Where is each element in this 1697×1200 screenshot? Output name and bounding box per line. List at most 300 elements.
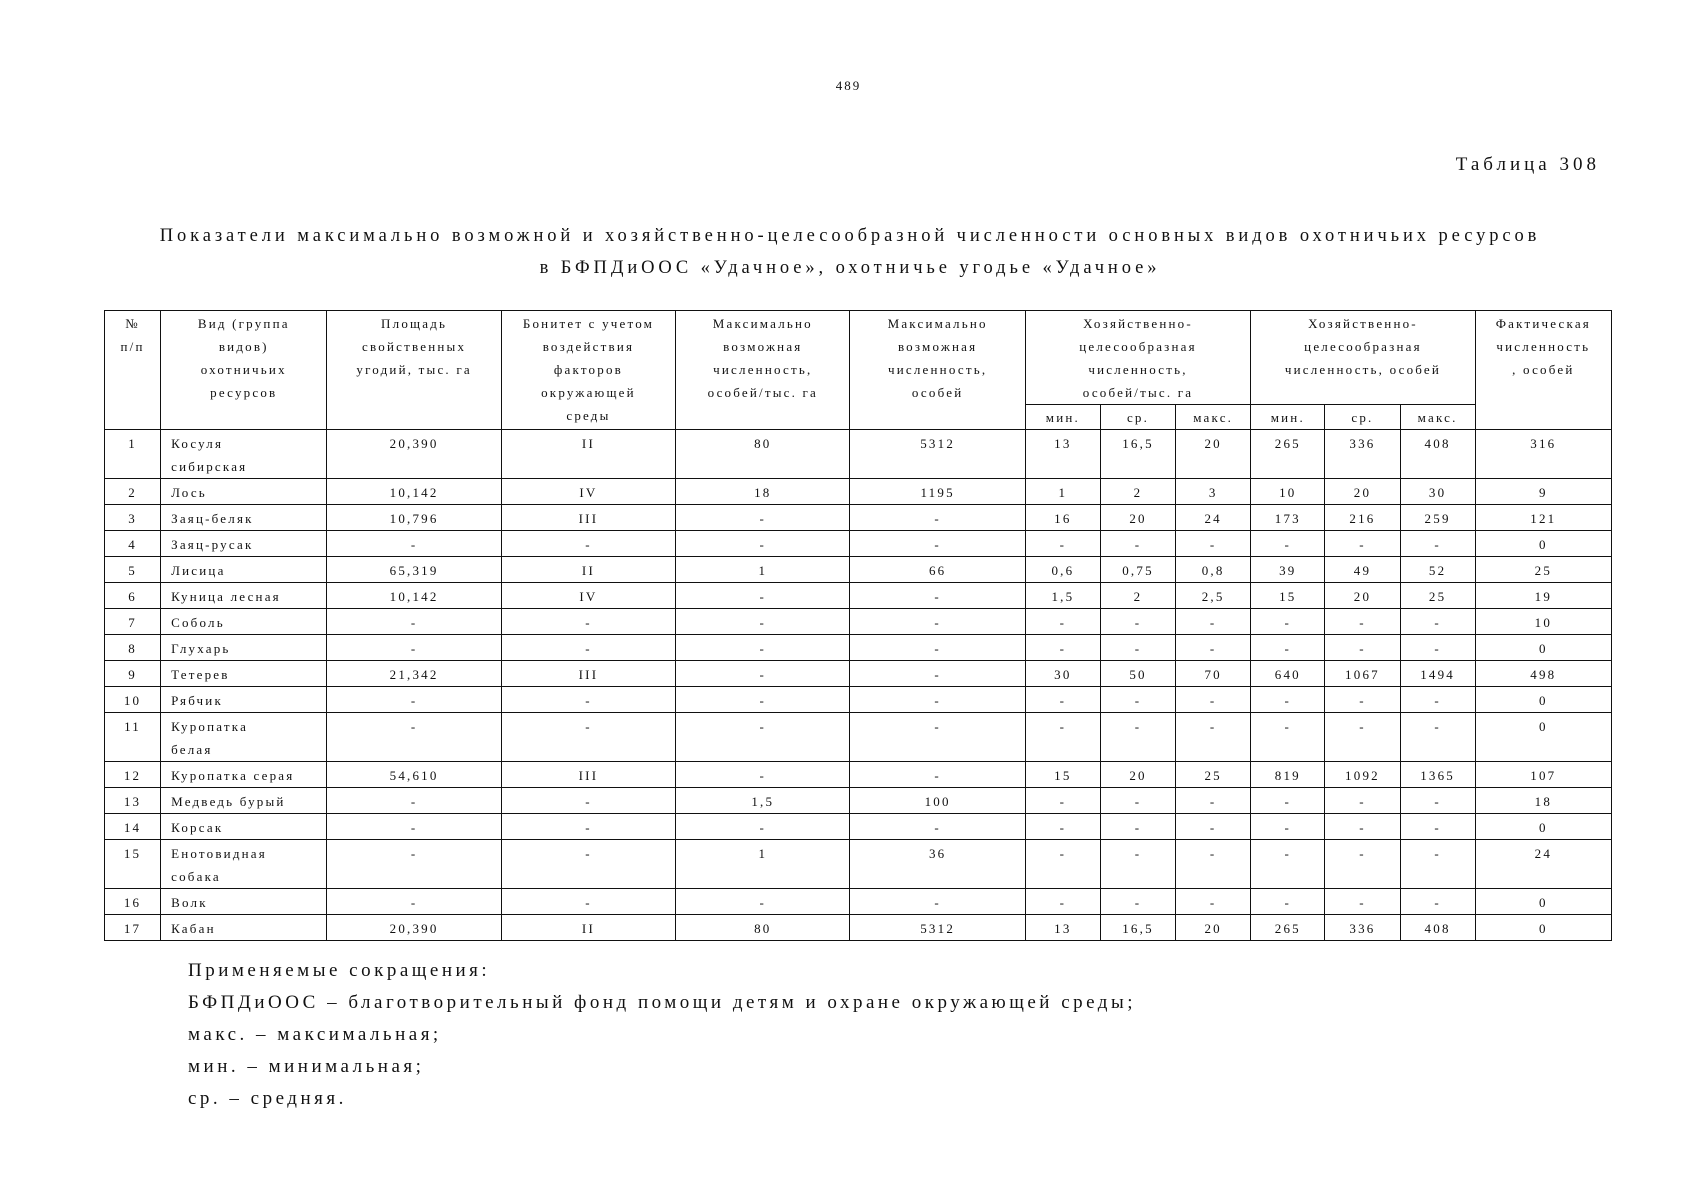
cell-count-max: - [1400, 635, 1475, 661]
header-line: численность, [713, 362, 813, 377]
table-row [105, 814, 1612, 840]
cell-area: 10,796 [327, 505, 501, 531]
cell-actual: 0 [1475, 635, 1611, 661]
cell-count-avg: 49 [1325, 557, 1400, 583]
cell-count-max: 1365 [1400, 762, 1475, 788]
cell-actual: 24 [1475, 840, 1611, 889]
header-line: Вид (группа [197, 316, 290, 331]
cell-count-min: 10 [1251, 479, 1325, 505]
cell-max-count: - [850, 814, 1025, 840]
cell-density-avg: - [1100, 814, 1175, 840]
cell-num: 5 [105, 557, 161, 583]
cell-max-density: - [676, 814, 850, 840]
cell-max-density: 1 [676, 557, 850, 583]
cell-density-min: 1,5 [1025, 583, 1100, 609]
cell-density-min: - [1025, 713, 1100, 762]
cell-actual: 0 [1475, 531, 1611, 557]
species-name-line: Куропатка серая [171, 768, 295, 783]
cell-bonitet: - [501, 635, 675, 661]
cell-bonitet: - [501, 788, 675, 814]
cell-density-avg: 16,5 [1100, 915, 1175, 941]
cell-count-max: 30 [1400, 479, 1475, 505]
species-name-line: Заяц-русак [171, 537, 254, 552]
cell-species [161, 713, 327, 762]
cell-bonitet: II [501, 915, 675, 941]
species-name-line: Косуля [171, 436, 224, 451]
cell-species [161, 762, 327, 788]
cell-density-max: 24 [1176, 505, 1251, 531]
cell-density-avg: - [1100, 713, 1175, 762]
cell-density-min: 1 [1025, 479, 1100, 505]
cell-species [161, 915, 327, 941]
cell-max-count: 100 [850, 788, 1025, 814]
cell-area: - [327, 713, 501, 762]
cell-count-min: - [1251, 531, 1325, 557]
species-name-line: Енотовидная [171, 846, 267, 861]
cell-bonitet: III [501, 762, 675, 788]
cell-density-avg: - [1100, 840, 1175, 889]
cell-bonitet: IV [501, 479, 675, 505]
cell-density-max: - [1176, 687, 1251, 713]
cell-num: 14 [105, 814, 161, 840]
header-line: Максимально [887, 316, 988, 331]
header-area [327, 311, 501, 430]
header-line: возможная [723, 339, 803, 354]
cell-actual: 0 [1475, 889, 1611, 915]
cell-count-max: 259 [1400, 505, 1475, 531]
species-name-line: собака [171, 869, 221, 884]
cell-actual: 121 [1475, 505, 1611, 531]
cell-max-count: - [850, 505, 1025, 531]
table-row [105, 889, 1612, 915]
cell-count-min: - [1251, 889, 1325, 915]
cell-density-min: - [1025, 889, 1100, 915]
cell-count-min: - [1251, 814, 1325, 840]
cell-max-density: - [676, 609, 850, 635]
cell-count-min: 265 [1251, 430, 1325, 479]
cell-count-min: - [1251, 635, 1325, 661]
cell-bonitet: - [501, 687, 675, 713]
cell-density-min: 16 [1025, 505, 1100, 531]
cell-actual: 9 [1475, 479, 1611, 505]
cell-area: 20,390 [327, 915, 501, 941]
header-line: охотничьих [200, 362, 287, 377]
cell-area: 10,142 [327, 583, 501, 609]
cell-num: 11 [105, 713, 161, 762]
cell-num: 1 [105, 430, 161, 479]
cell-count-max: 25 [1400, 583, 1475, 609]
species-name-line: Соболь [171, 615, 225, 630]
cell-count-avg: - [1325, 635, 1400, 661]
cell-density-max: - [1176, 609, 1251, 635]
subheader-count-max: макс. [1400, 405, 1475, 430]
table-row [105, 762, 1612, 788]
cell-count-avg: - [1325, 814, 1400, 840]
cell-num: 7 [105, 609, 161, 635]
species-name-line: Лисица [171, 563, 226, 578]
cell-num: 8 [105, 635, 161, 661]
cell-max-density: - [676, 635, 850, 661]
cell-species [161, 814, 327, 840]
cell-species [161, 479, 327, 505]
cell-density-avg: - [1100, 635, 1175, 661]
subheader-count-avg: ср. [1325, 405, 1400, 430]
cell-max-density: - [676, 661, 850, 687]
cell-max-density: - [676, 505, 850, 531]
species-name-line: Заяц-беляк [171, 511, 254, 526]
header-line: факторов [553, 362, 623, 377]
cell-density-avg: - [1100, 531, 1175, 557]
cell-species [161, 430, 327, 479]
cell-area: 65,319 [327, 557, 501, 583]
cell-count-avg: 1092 [1325, 762, 1400, 788]
cell-count-avg: - [1325, 889, 1400, 915]
cell-num: 15 [105, 840, 161, 889]
cell-area: - [327, 788, 501, 814]
subheader-density-min: мин. [1025, 405, 1100, 430]
header-line: № [125, 316, 140, 331]
cell-max-count: 36 [850, 840, 1025, 889]
cell-num: 12 [105, 762, 161, 788]
cell-count-max: 52 [1400, 557, 1475, 583]
cell-density-max: - [1176, 531, 1251, 557]
notes-heading: Применяемые сокращения: [188, 960, 491, 981]
cell-count-min: - [1251, 713, 1325, 762]
cell-num: 2 [105, 479, 161, 505]
cell-count-max: 408 [1400, 915, 1475, 941]
species-name-line: Лось [171, 485, 207, 500]
cell-species [161, 557, 327, 583]
cell-count-avg: - [1325, 713, 1400, 762]
cell-max-count: - [850, 762, 1025, 788]
cell-density-max: - [1176, 814, 1251, 840]
species-name-line: Кабан [171, 921, 216, 936]
header-line: Хозяйственно- [1083, 316, 1193, 331]
cell-actual: 0 [1475, 687, 1611, 713]
cell-density-avg: 16,5 [1100, 430, 1175, 479]
cell-count-max: - [1400, 788, 1475, 814]
cell-count-min: 15 [1251, 583, 1325, 609]
title-line-2: в БФПДиООС «Удачное», охотничье угодье «Удачное» [539, 258, 1161, 278]
header-line: воздействия [542, 339, 635, 354]
cell-max-count: - [850, 609, 1025, 635]
header-line: окружающей [541, 385, 636, 400]
cell-density-max: 0,8 [1176, 557, 1251, 583]
table-row [105, 713, 1612, 762]
species-name-line: белая [171, 742, 213, 757]
cell-bonitet: III [501, 505, 675, 531]
header-max-count [850, 311, 1025, 430]
header-actual [1475, 311, 1611, 430]
cell-actual: 18 [1475, 788, 1611, 814]
table-row [105, 661, 1612, 687]
cell-count-min: 640 [1251, 661, 1325, 687]
cell-bonitet: II [501, 430, 675, 479]
cell-count-min: 265 [1251, 915, 1325, 941]
header-line: возможная [897, 339, 978, 354]
cell-count-avg: 1067 [1325, 661, 1400, 687]
cell-num: 17 [105, 915, 161, 941]
cell-count-min: - [1251, 609, 1325, 635]
cell-density-max: 20 [1176, 430, 1251, 479]
note-bfpdioos: БФПДиООС – благотворительный фонд помощи детям и охране окружающей среды; [188, 992, 1137, 1013]
species-name-line: сибирская [171, 459, 248, 474]
cell-bonitet: - [501, 840, 675, 889]
header-line: , особей [1512, 362, 1575, 377]
cell-area: - [327, 687, 501, 713]
cell-area: - [327, 889, 501, 915]
cell-area: 10,142 [327, 479, 501, 505]
cell-density-min: 30 [1025, 661, 1100, 687]
header-line: численность, [887, 362, 988, 377]
cell-density-min: - [1025, 840, 1100, 889]
cell-count-avg: - [1325, 687, 1400, 713]
cell-max-density: - [676, 889, 850, 915]
note-avg: ср. – средняя. [188, 1088, 347, 1109]
table-row [105, 788, 1612, 814]
header-line: Бонитет с учетом [522, 316, 655, 331]
cell-density-avg: - [1100, 687, 1175, 713]
header-line: видов) [218, 339, 269, 354]
cell-num: 13 [105, 788, 161, 814]
cell-count-min: 39 [1251, 557, 1325, 583]
cell-density-max: - [1176, 788, 1251, 814]
cell-actual: 107 [1475, 762, 1611, 788]
species-name-line: Волк [171, 895, 208, 910]
cell-count-avg: - [1325, 531, 1400, 557]
cell-area: 20,390 [327, 430, 501, 479]
cell-count-avg: 216 [1325, 505, 1400, 531]
cell-count-max: - [1400, 814, 1475, 840]
cell-max-density: - [676, 583, 850, 609]
cell-density-max: 3 [1176, 479, 1251, 505]
header-line: Максимально [712, 316, 813, 331]
cell-density-avg: 20 [1100, 762, 1175, 788]
species-name-line: Глухарь [171, 641, 231, 656]
cell-count-min: - [1251, 687, 1325, 713]
cell-bonitet: - [501, 531, 675, 557]
cell-count-avg: - [1325, 788, 1400, 814]
cell-actual: 0 [1475, 915, 1611, 941]
cell-actual: 19 [1475, 583, 1611, 609]
cell-count-avg: 20 [1325, 583, 1400, 609]
cell-max-count: 1195 [850, 479, 1025, 505]
cell-count-max: - [1400, 609, 1475, 635]
header-line: численность [1496, 339, 1591, 354]
cell-density-avg: 50 [1100, 661, 1175, 687]
cell-density-min: 15 [1025, 762, 1100, 788]
cell-count-avg: 336 [1325, 430, 1400, 479]
cell-max-count: - [850, 661, 1025, 687]
cell-density-avg: 20 [1100, 505, 1175, 531]
cell-max-count: 66 [850, 557, 1025, 583]
cell-bonitet: - [501, 889, 675, 915]
cell-count-avg: - [1325, 840, 1400, 889]
cell-actual: 498 [1475, 661, 1611, 687]
cell-species [161, 583, 327, 609]
cell-area: - [327, 814, 501, 840]
species-name-line: Рябчик [171, 693, 223, 708]
cell-bonitet: - [501, 713, 675, 762]
species-name-line: Тетерев [171, 667, 230, 682]
cell-density-min: 13 [1025, 915, 1100, 941]
header-line: особей/тыс. га [707, 385, 819, 400]
cell-area: 54,610 [327, 762, 501, 788]
cell-actual: 0 [1475, 814, 1611, 840]
cell-bonitet: - [501, 814, 675, 840]
cell-density-avg: - [1100, 609, 1175, 635]
cell-max-density: - [676, 762, 850, 788]
cell-max-count: - [850, 531, 1025, 557]
cell-density-min: - [1025, 531, 1100, 557]
header-species [161, 311, 327, 430]
cell-count-max: - [1400, 713, 1475, 762]
table-row [105, 635, 1612, 661]
header-line: особей [911, 385, 964, 400]
cell-species [161, 661, 327, 687]
header-line: п/п [120, 339, 145, 354]
header-line: ресурсов [210, 385, 278, 400]
cell-actual: 25 [1475, 557, 1611, 583]
cell-max-count: - [850, 687, 1025, 713]
cell-max-density: 80 [676, 430, 850, 479]
cell-area: - [327, 531, 501, 557]
cell-species [161, 687, 327, 713]
cell-max-density: - [676, 531, 850, 557]
header-line: численность, особей [1284, 362, 1442, 377]
cell-area: - [327, 840, 501, 889]
cell-max-density: 18 [676, 479, 850, 505]
cell-num: 3 [105, 505, 161, 531]
header-num [105, 311, 161, 430]
cell-density-max: 25 [1176, 762, 1251, 788]
species-name-line: Корсак [171, 820, 224, 835]
cell-num: 4 [105, 531, 161, 557]
header-line: целесообразная [1079, 339, 1197, 354]
document-title [100, 220, 1600, 284]
cell-max-count: - [850, 889, 1025, 915]
cell-species [161, 531, 327, 557]
cell-species [161, 840, 327, 889]
note-max: макс. – максимальная; [188, 1024, 442, 1045]
cell-bonitet: III [501, 661, 675, 687]
table-row [105, 609, 1612, 635]
cell-density-max: - [1176, 713, 1251, 762]
cell-area: - [327, 609, 501, 635]
table-label: Таблица 308 [1455, 154, 1600, 175]
cell-density-min: - [1025, 609, 1100, 635]
cell-actual: 316 [1475, 430, 1611, 479]
cell-species [161, 889, 327, 915]
cell-species [161, 788, 327, 814]
cell-count-max: - [1400, 687, 1475, 713]
cell-density-avg: - [1100, 889, 1175, 915]
subheader-count-min: мин. [1251, 405, 1325, 430]
cell-density-avg: - [1100, 788, 1175, 814]
cell-species [161, 609, 327, 635]
cell-max-density: 80 [676, 915, 850, 941]
cell-bonitet: - [501, 609, 675, 635]
cell-density-max: - [1176, 889, 1251, 915]
header-line: среды [566, 408, 611, 423]
abbreviations-notes [188, 955, 1136, 1115]
cell-count-min: 819 [1251, 762, 1325, 788]
cell-max-count: - [850, 713, 1025, 762]
cell-density-max: 2,5 [1176, 583, 1251, 609]
cell-max-density: 1 [676, 840, 850, 889]
cell-count-max: 1494 [1400, 661, 1475, 687]
cell-density-max: - [1176, 840, 1251, 889]
header-econ-density [1025, 311, 1250, 405]
header-line: особей/тыс. га [1082, 385, 1194, 400]
cell-species [161, 505, 327, 531]
cell-count-min: - [1251, 788, 1325, 814]
cell-count-min: 173 [1251, 505, 1325, 531]
species-name-line: Медведь бурый [171, 794, 286, 809]
cell-density-avg: 2 [1100, 583, 1175, 609]
cell-actual: 0 [1475, 713, 1611, 762]
header-line: Хозяйственно- [1308, 316, 1418, 331]
header-line: Площадь [381, 316, 448, 331]
title-line-1: Показатели максимально возможной и хозяйственно-целесообразной численности основных видов охотничьих ресурсов [159, 226, 1541, 246]
cell-density-min: - [1025, 635, 1100, 661]
table-body [105, 430, 1612, 941]
species-name-line: Куропатка [171, 719, 249, 734]
species-name-line: Куница лесная [171, 589, 281, 604]
cell-max-density: - [676, 687, 850, 713]
cell-bonitet: II [501, 557, 675, 583]
header-line: Фактическая [1495, 316, 1591, 331]
cell-density-min: 0,6 [1025, 557, 1100, 583]
note-min: мин. – минимальная; [188, 1056, 425, 1077]
cell-count-avg: - [1325, 609, 1400, 635]
table-row [105, 840, 1612, 889]
table-row [105, 430, 1612, 479]
cell-max-count: - [850, 583, 1025, 609]
cell-count-max: - [1400, 531, 1475, 557]
header-line: целесообразная [1304, 339, 1422, 354]
table-row [105, 531, 1612, 557]
cell-max-count: 5312 [850, 915, 1025, 941]
cell-num: 16 [105, 889, 161, 915]
subheader-density-avg: ср. [1100, 405, 1175, 430]
cell-area: 21,342 [327, 661, 501, 687]
header-econ-count [1251, 311, 1475, 405]
cell-count-max: - [1400, 840, 1475, 889]
header-line: свойственных [362, 339, 467, 354]
cell-count-max: 408 [1400, 430, 1475, 479]
table-row [105, 557, 1612, 583]
table-row [105, 687, 1612, 713]
species-table [104, 310, 1612, 941]
page-number: 489 [835, 78, 862, 93]
header-line: численность, [1088, 362, 1188, 377]
table-row [105, 583, 1612, 609]
cell-count-min: - [1251, 840, 1325, 889]
cell-num: 6 [105, 583, 161, 609]
cell-max-count: - [850, 635, 1025, 661]
cell-density-max: 70 [1176, 661, 1251, 687]
header-max-density [676, 311, 850, 430]
table-row [105, 479, 1612, 505]
header-bonitet [501, 311, 675, 430]
cell-count-avg: 336 [1325, 915, 1400, 941]
cell-density-max: 20 [1176, 915, 1251, 941]
cell-density-min: - [1025, 687, 1100, 713]
cell-density-max: - [1176, 635, 1251, 661]
cell-density-min: - [1025, 788, 1100, 814]
cell-area: - [327, 635, 501, 661]
